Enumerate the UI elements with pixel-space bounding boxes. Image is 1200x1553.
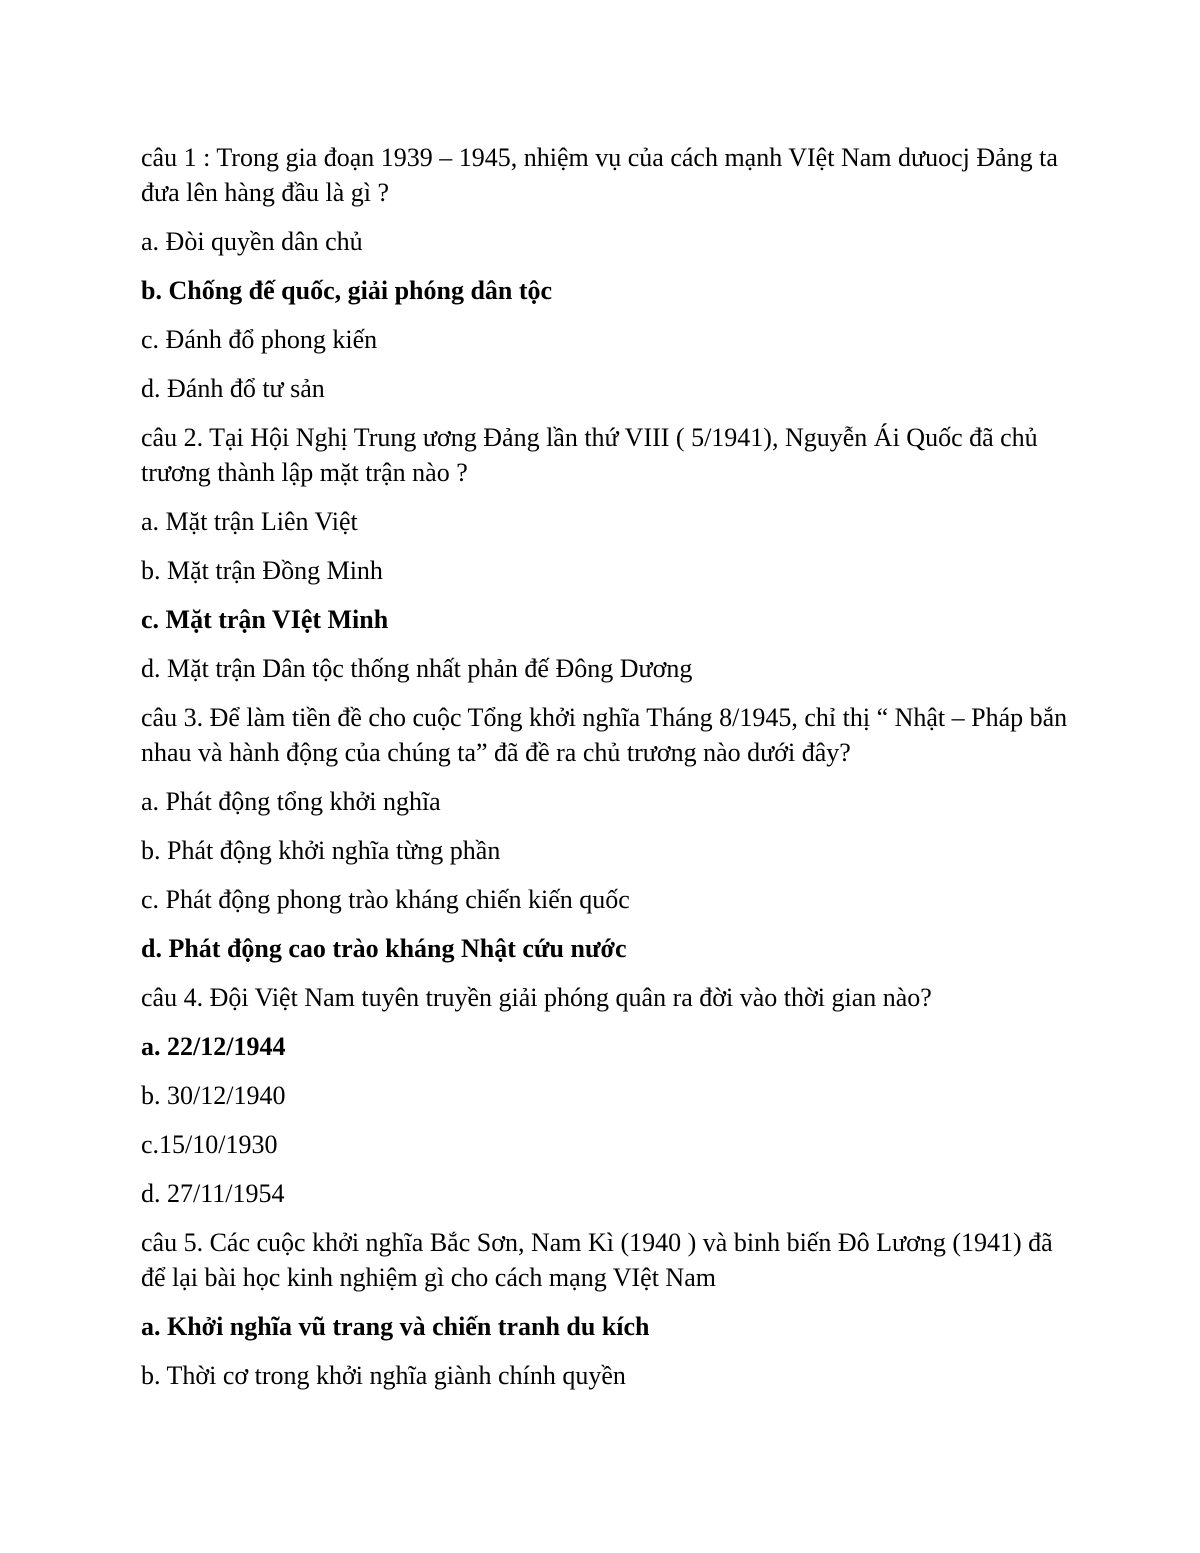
question-3-option-d-answer: d. Phát động cao trào kháng Nhật cứu nước bbox=[141, 934, 627, 963]
question-1: câu 1 : Trong gia đoạn 1939 – 1945, nhiệm vụ của cách mạnh VIệt Nam dưuocj Đảng ta đưa lên hàng đầu là gì ? bbox=[141, 143, 1058, 207]
question-5-option-b: b. Thời cơ trong khởi nghĩa giành chính quyền bbox=[141, 1361, 626, 1390]
question-4-option-a-answer: a. 22/12/1944 bbox=[141, 1032, 286, 1061]
question-2-option-b: b. Mặt trận Đồng Minh bbox=[141, 556, 383, 585]
question-3: câu 3. Để làm tiền đề cho cuộc Tổng khởi nghĩa Tháng 8/1945, chỉ thị “ Nhật – Pháp bắn nhau và hành động của chúng ta” đã đề ra chủ trương nào dưới đây? bbox=[141, 703, 1068, 767]
question-2: câu 2. Tại Hội Nghị Trung ương Đảng lần thứ VIII ( 5/1941), Nguyễn Ái Quốc đã chủ trương thành lập mặt trận nào ? bbox=[141, 423, 1038, 487]
question-2-option-d: d. Mặt trận Dân tộc thống nhất phản đế Đông Dương bbox=[141, 654, 693, 683]
question-4-option-d: d. 27/11/1954 bbox=[141, 1179, 285, 1208]
document-body bbox=[141, 140, 1071, 1407]
question-2-option-c-answer: c. Mặt trận VIệt Minh bbox=[141, 605, 389, 634]
question-2-option-a: a. Mặt trận Liên Việt bbox=[141, 507, 358, 536]
question-4-option-b: b. 30/12/1940 bbox=[141, 1081, 286, 1110]
question-5: câu 5. Các cuộc khởi nghĩa Bắc Sơn, Nam Kì (1940 ) và binh biến Đô Lương (1941) đã để lại bài học kinh nghiệm gì cho cách mạng VIệt Nam bbox=[141, 1228, 1053, 1292]
question-3-option-c: c. Phát động phong trào kháng chiến kiến quốc bbox=[141, 885, 630, 914]
question-1-option-c: c. Đánh đổ phong kiến bbox=[141, 325, 378, 354]
question-4: câu 4. Đội Việt Nam tuyên truyền giải phóng quân ra đời vào thời gian nào? bbox=[141, 983, 932, 1012]
question-3-option-a: a. Phát động tổng khởi nghĩa bbox=[141, 787, 441, 816]
question-1-option-b-answer: b. Chống đế quốc, giải phóng dân tộc bbox=[141, 276, 553, 305]
question-1-option-d: d. Đánh đổ tư sản bbox=[141, 374, 325, 403]
question-3-option-b: b. Phát động khởi nghĩa từng phần bbox=[141, 836, 501, 865]
question-4-option-c: c.15/10/1930 bbox=[141, 1130, 278, 1159]
question-5-option-a-answer: a. Khởi nghĩa vũ trang và chiến tranh du kích bbox=[141, 1312, 650, 1341]
question-1-option-a: a. Đòi quyền dân chủ bbox=[141, 227, 363, 256]
